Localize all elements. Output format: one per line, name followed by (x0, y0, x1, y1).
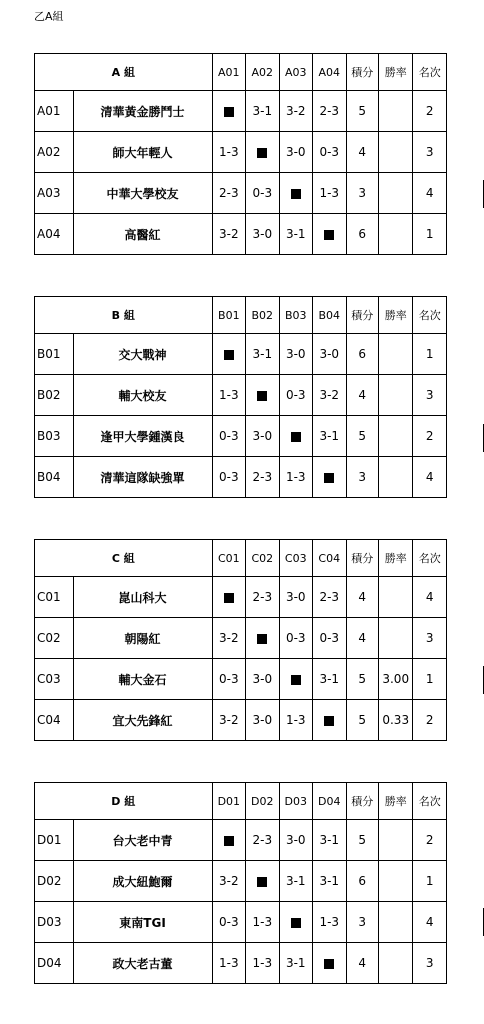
column-header: C03 (279, 540, 312, 577)
match-result: 1-3 (246, 902, 279, 943)
points-cell: 4 (346, 132, 378, 173)
table-row (35, 659, 447, 700)
match-result: 3-0 (279, 820, 312, 861)
column-header: A02 (246, 54, 279, 91)
win-rate-cell (378, 132, 413, 173)
rank-cell: 2 (413, 700, 447, 741)
rank-cell: 3 (413, 943, 447, 984)
points-cell: 5 (346, 416, 378, 457)
column-header: 名次 (413, 297, 447, 334)
team-code: C02 (35, 618, 74, 659)
team-code: A04 (35, 214, 74, 255)
match-result: 3-0 (246, 416, 279, 457)
column-header: 積分 (346, 540, 378, 577)
points-cell: 6 (346, 334, 378, 375)
points-cell: 5 (346, 659, 378, 700)
self-match-cell (279, 902, 312, 943)
match-result: 1-3 (212, 375, 245, 416)
self-match-cell (246, 375, 279, 416)
win-rate-cell (378, 943, 413, 984)
table-row (35, 618, 447, 659)
match-result: 1-3 (279, 457, 312, 498)
win-rate-cell (378, 416, 413, 457)
match-result: 3-2 (212, 214, 245, 255)
match-result: 3-2 (279, 91, 312, 132)
points-cell: 5 (346, 700, 378, 741)
team-code: D03 (35, 902, 74, 943)
page-title: 乙A組 (34, 10, 64, 23)
team-name: 台大老中青 (73, 820, 212, 861)
column-header: 積分 (346, 297, 378, 334)
column-header: 名次 (413, 540, 447, 577)
team-code: D02 (35, 861, 74, 902)
self-match-cell (313, 943, 346, 984)
team-name: 政大老古董 (73, 943, 212, 984)
column-header: 勝率 (378, 54, 413, 91)
team-code: C03 (35, 659, 74, 700)
column-header: 名次 (413, 54, 447, 91)
rank-cell: 3 (413, 618, 447, 659)
self-match-marker (324, 473, 334, 483)
team-name: 逢甲大學鍾漢良 (73, 416, 212, 457)
team-code: B01 (35, 334, 74, 375)
points-cell: 4 (346, 618, 378, 659)
rank-cell: 1 (413, 334, 447, 375)
match-result: 3-0 (279, 132, 312, 173)
team-name: 高醫紅 (73, 214, 212, 255)
table-row (35, 375, 447, 416)
column-header: B04 (313, 297, 346, 334)
match-result: 3-2 (212, 618, 245, 659)
match-result: 3-1 (313, 861, 346, 902)
table-row (35, 334, 447, 375)
win-rate-cell: 3.00 (378, 659, 413, 700)
rank-cell: 2 (413, 416, 447, 457)
table-row (35, 173, 447, 214)
rank-cell: 4 (413, 902, 447, 943)
self-match-cell (212, 91, 245, 132)
column-header: 勝率 (378, 540, 413, 577)
match-result: 0-3 (212, 457, 245, 498)
team-code: A02 (35, 132, 74, 173)
self-match-cell (246, 861, 279, 902)
team-name: 師大年輕人 (73, 132, 212, 173)
rank-cell: 2 (413, 91, 447, 132)
match-result: 3-1 (279, 943, 312, 984)
match-result: 3-0 (279, 577, 312, 618)
self-match-marker (257, 877, 267, 887)
match-result: 1-3 (212, 943, 245, 984)
table-row (35, 91, 447, 132)
self-match-marker (224, 107, 234, 117)
self-match-cell (212, 334, 245, 375)
self-match-marker (324, 716, 334, 726)
team-name: 朝陽紅 (73, 618, 212, 659)
match-result: 3-2 (212, 861, 245, 902)
points-cell: 3 (346, 173, 378, 214)
self-match-cell (279, 173, 312, 214)
match-result: 2-3 (313, 577, 346, 618)
column-header: 積分 (346, 54, 378, 91)
points-cell: 3 (346, 902, 378, 943)
self-match-marker (291, 918, 301, 928)
self-match-marker (224, 593, 234, 603)
win-rate-cell (378, 91, 413, 132)
table-row (35, 132, 447, 173)
match-result: 3-1 (246, 91, 279, 132)
match-result: 0-3 (212, 659, 245, 700)
match-result: 2-3 (212, 173, 245, 214)
team-code: A01 (35, 91, 74, 132)
team-code: B02 (35, 375, 74, 416)
points-cell: 5 (346, 820, 378, 861)
column-header: C02 (246, 540, 279, 577)
team-name: 輔大金石 (73, 659, 212, 700)
table-row (35, 214, 447, 255)
table-row (35, 943, 447, 984)
self-match-cell (246, 132, 279, 173)
team-name: 東南TGI (73, 902, 212, 943)
match-result: 1-3 (313, 902, 346, 943)
self-match-marker (324, 230, 334, 240)
team-code: B03 (35, 416, 74, 457)
column-header: A03 (279, 54, 312, 91)
match-result: 2-3 (313, 91, 346, 132)
team-code: A03 (35, 173, 74, 214)
self-match-cell (246, 618, 279, 659)
match-result: 3-0 (246, 214, 279, 255)
self-match-marker (257, 148, 267, 158)
match-result: 3-0 (246, 659, 279, 700)
match-result: 2-3 (246, 457, 279, 498)
win-rate-cell (378, 902, 413, 943)
team-code: C01 (35, 577, 74, 618)
match-result: 3-1 (246, 334, 279, 375)
match-result: 3-1 (313, 820, 346, 861)
match-result: 3-0 (279, 334, 312, 375)
group-title: A 組 (35, 54, 213, 91)
win-rate-cell (378, 173, 413, 214)
win-rate-cell (378, 618, 413, 659)
team-name: 宜大先鋒紅 (73, 700, 212, 741)
points-cell: 6 (346, 861, 378, 902)
match-result: 3-1 (279, 214, 312, 255)
column-header: D03 (279, 783, 312, 820)
self-match-cell (313, 700, 346, 741)
team-name: 清華這隊缺強單 (73, 457, 212, 498)
table-row (35, 416, 447, 457)
match-result: 0-3 (212, 416, 245, 457)
column-header: 名次 (413, 783, 447, 820)
points-cell: 4 (346, 943, 378, 984)
win-rate-cell (378, 334, 413, 375)
column-header: 勝率 (378, 783, 413, 820)
team-name: 清華黃金勝鬥士 (73, 91, 212, 132)
column-header: 勝率 (378, 297, 413, 334)
team-name: 成大紐鮑爾 (73, 861, 212, 902)
win-rate-cell (378, 820, 413, 861)
points-cell: 5 (346, 91, 378, 132)
match-result: 0-3 (212, 902, 245, 943)
self-match-marker (257, 634, 267, 644)
group-title: B 組 (35, 297, 213, 334)
match-result: 3-1 (279, 861, 312, 902)
team-code: B04 (35, 457, 74, 498)
win-rate-cell (378, 457, 413, 498)
table-row (35, 700, 447, 741)
column-header: D02 (246, 783, 279, 820)
group-title: D 組 (35, 783, 213, 820)
points-cell: 6 (346, 214, 378, 255)
column-header: B03 (279, 297, 312, 334)
match-result: 3-0 (313, 334, 346, 375)
table-row (35, 902, 447, 943)
match-result: 3-2 (212, 700, 245, 741)
self-match-marker (224, 350, 234, 360)
team-code: D04 (35, 943, 74, 984)
team-name: 崑山科大 (73, 577, 212, 618)
team-name: 輔大校友 (73, 375, 212, 416)
rank-cell: 3 (413, 375, 447, 416)
rank-cell: 1 (413, 659, 447, 700)
self-match-marker (257, 391, 267, 401)
match-result: 1-3 (212, 132, 245, 173)
team-code: D01 (35, 820, 74, 861)
column-header: 積分 (346, 783, 378, 820)
column-header: C04 (313, 540, 346, 577)
match-result: 3-1 (313, 659, 346, 700)
rank-cell: 1 (413, 861, 447, 902)
rank-cell: 2 (413, 820, 447, 861)
rank-cell: 1 (413, 214, 447, 255)
team-name: 交大戰神 (73, 334, 212, 375)
table-row (35, 457, 447, 498)
rank-cell: 4 (413, 457, 447, 498)
rank-cell: 3 (413, 132, 447, 173)
match-result: 0-3 (279, 375, 312, 416)
table-row (35, 861, 447, 902)
column-header: D04 (313, 783, 346, 820)
group-table (34, 539, 447, 741)
self-match-cell (212, 577, 245, 618)
column-header: A01 (212, 54, 245, 91)
match-result: 1-3 (279, 700, 312, 741)
group-table (34, 296, 447, 498)
self-match-marker (291, 432, 301, 442)
team-code: C04 (35, 700, 74, 741)
win-rate-cell: 0.33 (378, 700, 413, 741)
points-cell: 3 (346, 457, 378, 498)
self-match-marker (324, 959, 334, 969)
column-header: D01 (212, 783, 245, 820)
group-table (34, 53, 447, 255)
win-rate-cell (378, 375, 413, 416)
win-rate-cell (378, 214, 413, 255)
match-result: 2-3 (246, 577, 279, 618)
match-result: 2-3 (246, 820, 279, 861)
team-name: 中華大學校友 (73, 173, 212, 214)
match-result: 3-1 (313, 416, 346, 457)
column-header: B01 (212, 297, 245, 334)
self-match-marker (291, 675, 301, 685)
match-result: 1-3 (246, 943, 279, 984)
match-result: 0-3 (279, 618, 312, 659)
group-table (34, 782, 447, 984)
rank-cell: 4 (413, 173, 447, 214)
win-rate-cell (378, 861, 413, 902)
group-title: C 組 (35, 540, 213, 577)
points-cell: 4 (346, 577, 378, 618)
column-header: A04 (313, 54, 346, 91)
match-result: 3-2 (313, 375, 346, 416)
rank-cell: 4 (413, 577, 447, 618)
self-match-marker (224, 836, 234, 846)
self-match-cell (279, 659, 312, 700)
win-rate-cell (378, 577, 413, 618)
match-result: 3-0 (246, 700, 279, 741)
match-result: 1-3 (313, 173, 346, 214)
match-result: 0-3 (313, 618, 346, 659)
column-header: C01 (212, 540, 245, 577)
table-row (35, 577, 447, 618)
self-match-cell (212, 820, 245, 861)
match-result: 0-3 (313, 132, 346, 173)
column-header: B02 (246, 297, 279, 334)
self-match-cell (313, 457, 346, 498)
self-match-cell (279, 416, 312, 457)
table-row (35, 820, 447, 861)
self-match-cell (313, 214, 346, 255)
self-match-marker (291, 189, 301, 199)
match-result: 0-3 (246, 173, 279, 214)
points-cell: 4 (346, 375, 378, 416)
